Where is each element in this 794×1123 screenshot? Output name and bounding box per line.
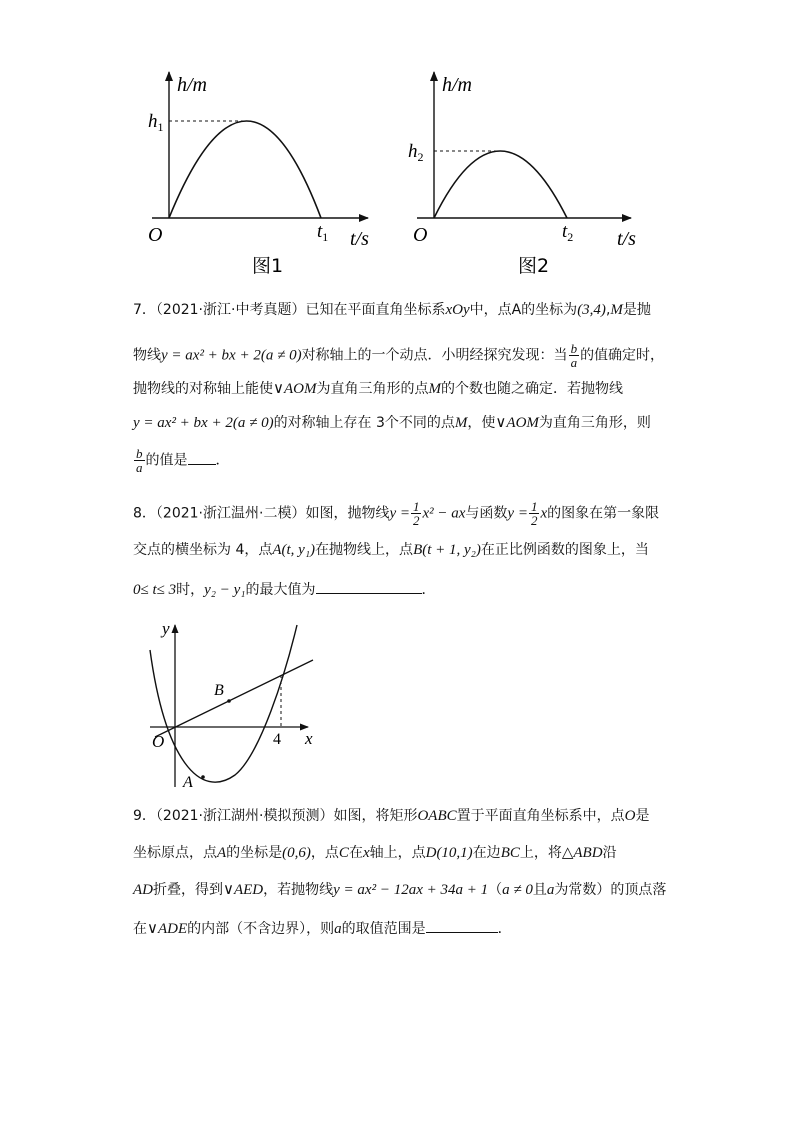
q8-line-2: 交点的横坐标为 4，点A(t, y₁)在抛物线上，点B(t + 1, y₂)在正比例函数的图象上，当 [133,542,649,558]
y-axis-label: h/m [177,74,207,96]
x-axis-label: t/s [617,228,636,250]
q8-answer-blank[interactable] [316,579,422,594]
q9-line-3: AD折叠，得到∨AED，若抛物线y = ax² − 12ax + 34a + 1（a ≠ 0且a为常数）的顶点落 [133,882,667,898]
q8-source: （2021·浙江温州·二模） [155,505,306,522]
parabola-curve [434,151,567,218]
peak-label: $h_2$ [408,141,424,164]
point-a-dot [201,775,205,779]
q7-line-3: 抛物线的对称轴上能使∨AOM为直角三角形的点M的个数也随之确定．若抛物线 [133,381,623,397]
q7-line-4: y = ax² + bx + 2(a ≠ 0)的对称轴上存在 3个不同的点M，使∨AOM为直角三角形，则 [133,415,651,431]
origin-label: O [152,732,165,751]
point-b-label: B [214,682,224,699]
y-axis-label: y [162,619,170,638]
q9-source: （2021·浙江湖州·模拟预测） [155,808,334,824]
q9-number: 9． [133,808,156,824]
x-axis-label: t/s [350,228,369,250]
figure-1-caption: 图1 [252,255,284,277]
q7-line-5: $\frac{b}{a}$ 的值是 ． [136,446,230,475]
end-label: $t_1$ [317,221,329,244]
origin-label: O [148,224,163,246]
tick-4-label: 4 [273,731,281,748]
figure-2 [405,62,645,277]
q7-answer-blank[interactable] [188,450,216,465]
figure-3 [140,615,330,795]
q9-answer-blank[interactable] [426,918,498,933]
proportional-line [155,660,313,737]
q7-fraction: $\frac{b}{a}$ [570,341,578,370]
end-label: $t_2$ [562,221,574,244]
q7-line-2: 物线y = ax² + bx + 2(a ≠ 0)对称轴上的一个动点．小明经探究发现：当 $\frac{b}{a}$ 的值确定时， [133,341,665,370]
peak-label: $h_1$ [148,111,164,134]
q8-number: 8． [133,505,156,522]
q7-equation: y = ax² + bx + 2(a ≠ 0) [161,347,302,364]
q8-line-1: 8．（2021·浙江温州·二模）如图，抛物线y = $\frac{1}{2}$ x² − ax与函数y = $\frac{1}{2}$ x的图象在第一象限 [133,499,660,528]
q9-line-2: 坐标原点，点A的坐标是(0,6)，点C在x轴上，点D(10,1)在边BC上，将△ABD沿 [133,845,617,861]
parabola-curve [169,121,321,218]
x-axis-label: x [305,729,313,748]
q9-line-1: 9．（2021·浙江湖州·模拟预测）如图，将矩形OABC置于平面直角坐标系中，点O是 [133,808,650,824]
q8-line-3: 0≤ t≤ 3时，y₂ − y₁的最大值为 ． [133,579,663,600]
figure-2-caption: 图2 [518,255,550,277]
figure-1 [140,62,370,277]
q7-source: （2021·浙江·中考真题） [155,302,306,318]
q7-line-1: 7．（2021·浙江·中考真题）已知在平面直角坐标系xOy中，点A的坐标为(3,4),M是抛 [133,302,651,318]
q7-number: 7． [133,302,156,318]
point-a-label: A [183,774,193,791]
y-axis-label: h/m [442,74,472,96]
q9-line-4: 在∨ADE的内部（不含边界），则a的取值范围是 ． [133,918,663,939]
origin-label: O [413,224,428,246]
point-b-dot [227,699,231,703]
